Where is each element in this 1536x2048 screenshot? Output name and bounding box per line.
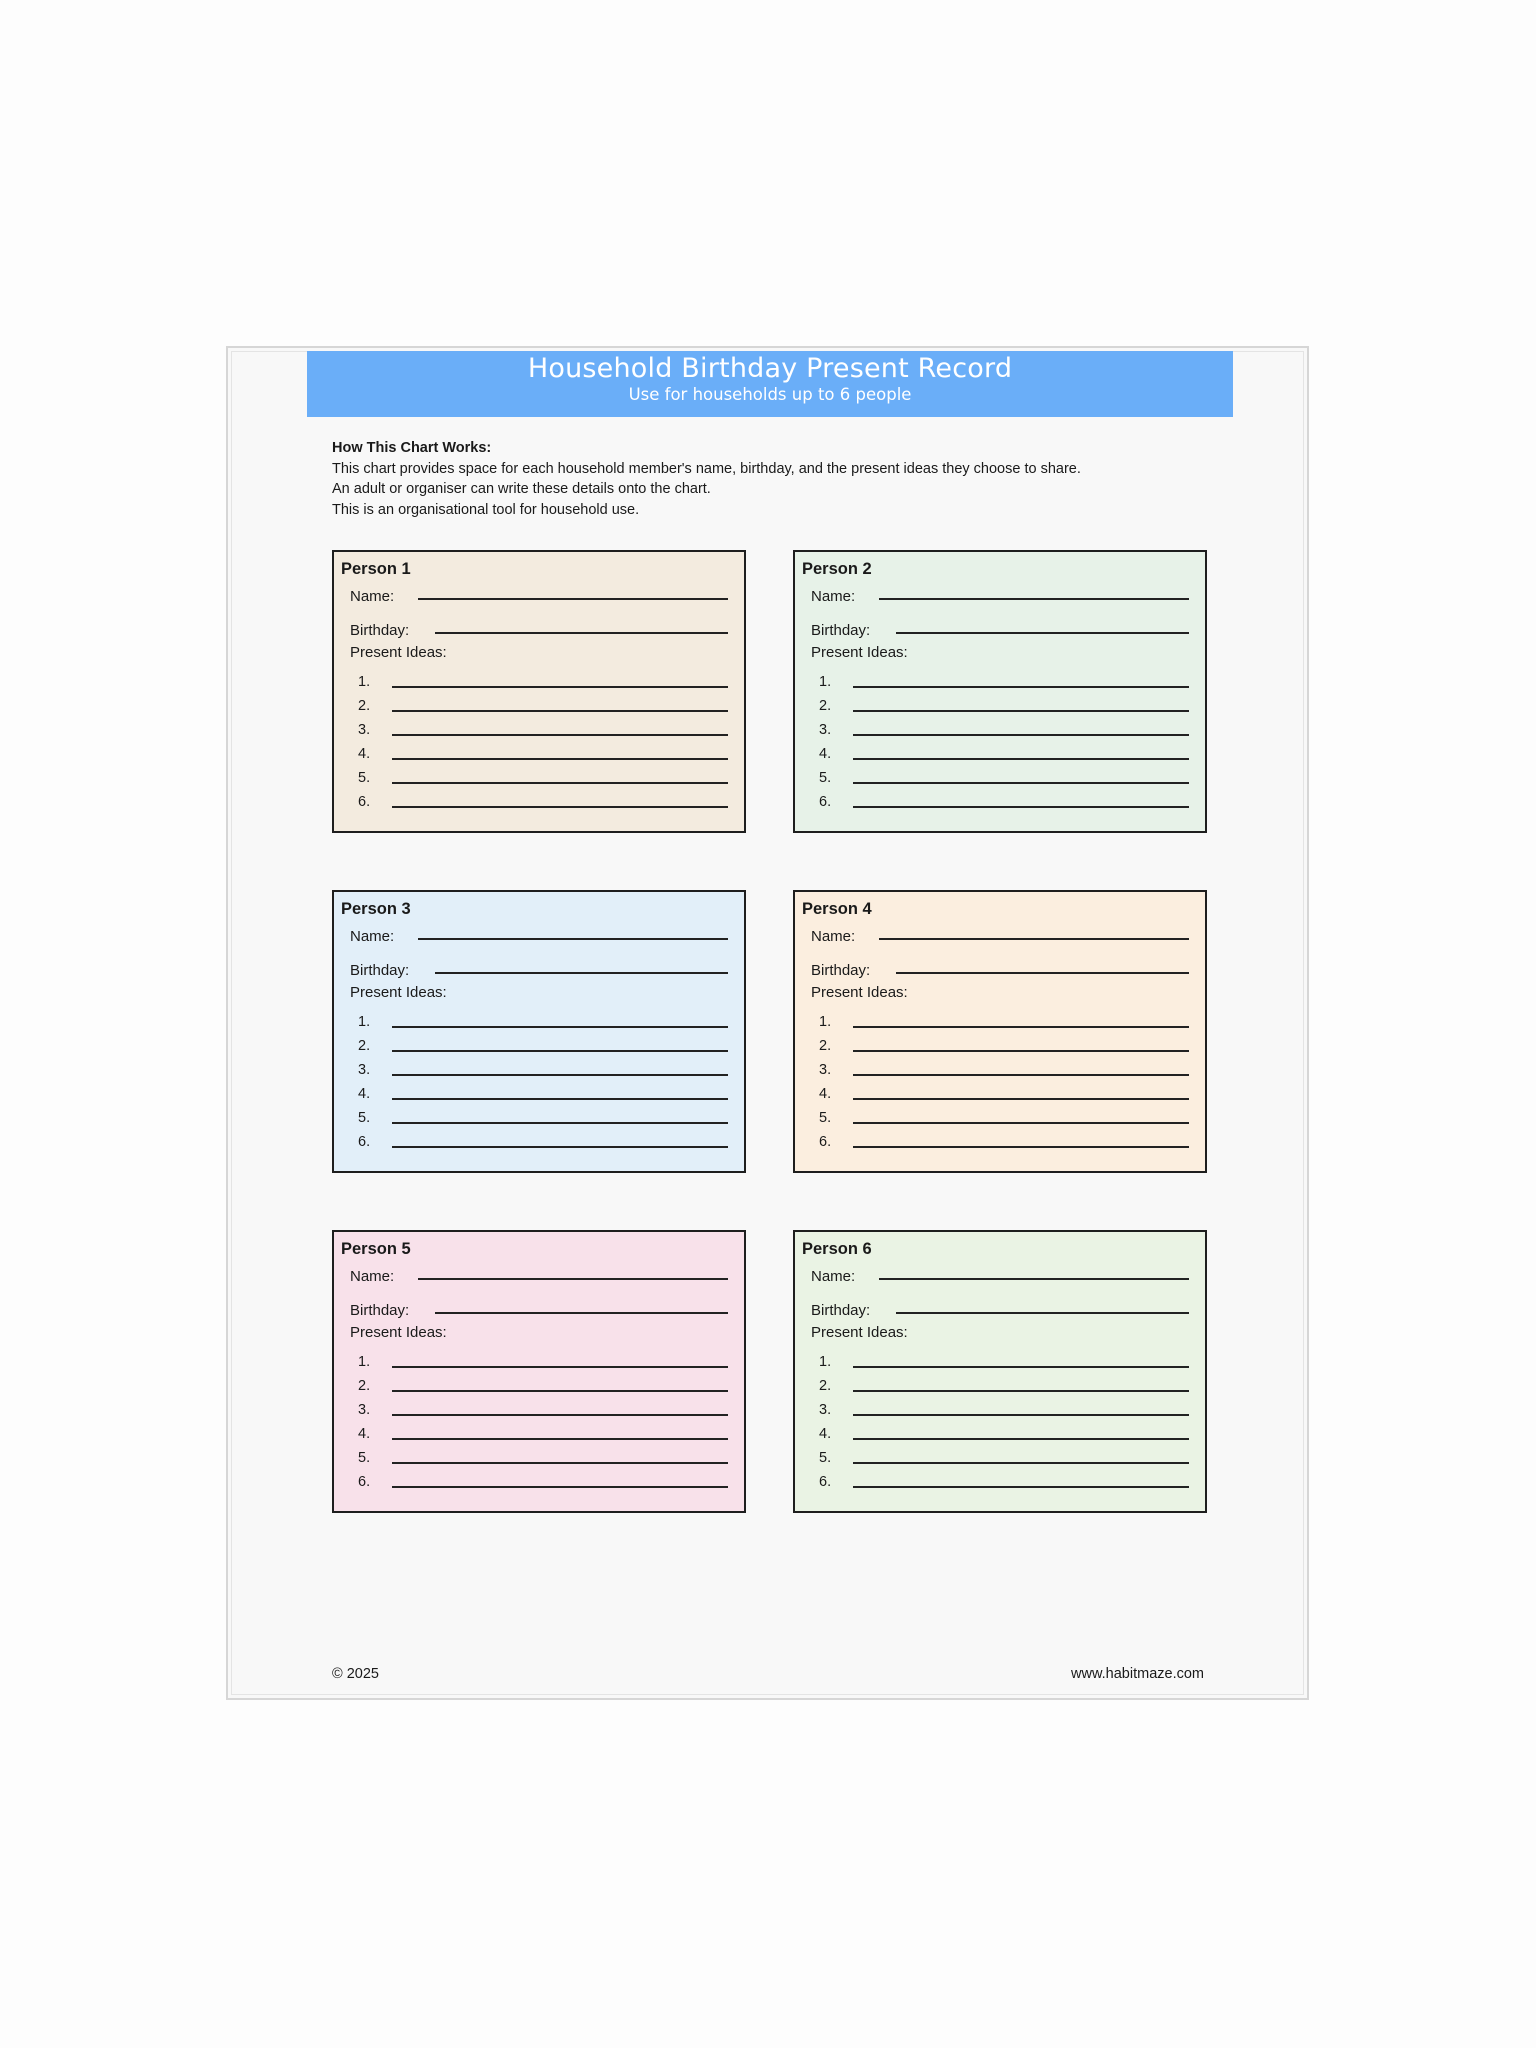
idea-number: 1.: [819, 1014, 832, 1030]
idea-write-line[interactable]: [853, 1098, 1189, 1100]
idea-write-line[interactable]: [853, 1074, 1189, 1076]
idea-number: 4.: [819, 1426, 832, 1442]
idea-number: 2.: [358, 1038, 371, 1054]
birthday-label: Birthday:: [350, 622, 410, 639]
intro-line: An adult or organiser can write these details onto the chart.: [332, 481, 711, 497]
card-title: Person 1: [341, 560, 411, 578]
idea-number: 5.: [358, 1110, 371, 1126]
present-ideas-label: Present Ideas:: [350, 644, 447, 661]
idea-number: 4.: [819, 746, 832, 762]
idea-number: 3.: [819, 1402, 832, 1418]
name-write-line[interactable]: [879, 1278, 1189, 1280]
page-title: Household Birthday Present Record: [527, 353, 1013, 384]
person-card: [793, 890, 1207, 1173]
idea-number: 2.: [358, 698, 371, 714]
idea-write-line[interactable]: [392, 1462, 728, 1464]
idea-number: 3.: [358, 722, 371, 738]
idea-write-line[interactable]: [853, 710, 1189, 712]
idea-number: 2.: [358, 1378, 371, 1394]
idea-number: 6.: [819, 794, 832, 810]
idea-number: 4.: [358, 746, 371, 762]
idea-write-line[interactable]: [853, 1146, 1189, 1148]
idea-number: 2.: [819, 1038, 832, 1054]
idea-number: 6.: [358, 794, 371, 810]
birthday-write-line[interactable]: [896, 972, 1189, 974]
idea-write-line[interactable]: [853, 782, 1189, 784]
idea-write-line[interactable]: [853, 1438, 1189, 1440]
idea-write-line[interactable]: [853, 1414, 1189, 1416]
idea-write-line[interactable]: [853, 758, 1189, 760]
website-text: www.habitmaze.com: [1071, 1666, 1204, 1682]
idea-number: 5.: [819, 1450, 832, 1466]
idea-number: 1.: [819, 1354, 832, 1370]
idea-number: 3.: [358, 1402, 371, 1418]
idea-write-line[interactable]: [392, 758, 728, 760]
name-write-line[interactable]: [418, 1278, 728, 1280]
card-title: Person 4: [802, 900, 872, 918]
idea-number: 1.: [358, 674, 371, 690]
idea-write-line[interactable]: [392, 734, 728, 736]
birthday-write-line[interactable]: [435, 1312, 728, 1314]
idea-write-line[interactable]: [392, 1098, 728, 1100]
intro-heading: How This Chart Works:: [332, 440, 492, 456]
person-card: [793, 1230, 1207, 1513]
name-label: Name:: [350, 1268, 395, 1285]
person-card: [332, 550, 746, 833]
name-label: Name:: [811, 588, 856, 605]
idea-write-line[interactable]: [853, 806, 1189, 808]
idea-write-line[interactable]: [392, 1074, 728, 1076]
idea-number: 1.: [819, 674, 832, 690]
idea-number: 5.: [819, 770, 832, 786]
idea-number: 5.: [358, 1450, 371, 1466]
idea-number: 6.: [819, 1134, 832, 1150]
idea-write-line[interactable]: [392, 686, 728, 688]
name-write-line[interactable]: [418, 598, 728, 600]
intro-section: [332, 438, 1252, 520]
present-ideas-label: Present Ideas:: [811, 1324, 908, 1341]
idea-write-line[interactable]: [853, 1486, 1189, 1488]
idea-write-line[interactable]: [853, 1026, 1189, 1028]
idea-write-line[interactable]: [853, 1462, 1189, 1464]
birthday-label: Birthday:: [811, 622, 871, 639]
name-label: Name:: [350, 588, 395, 605]
idea-write-line[interactable]: [392, 1390, 728, 1392]
idea-number: 6.: [358, 1134, 371, 1150]
birthday-write-line[interactable]: [435, 972, 728, 974]
birthday-label: Birthday:: [811, 1302, 871, 1319]
intro-line: This is an organisational tool for household use.: [332, 501, 640, 518]
person-card: [332, 1230, 746, 1513]
intro-line: This chart provides space for each household member's name, birthday, and the present ideas they choose to share.: [332, 460, 1081, 477]
name-label: Name:: [350, 928, 395, 945]
card-title: Person 2: [802, 560, 872, 578]
idea-number: 2.: [819, 1378, 832, 1394]
idea-write-line[interactable]: [853, 734, 1189, 736]
worksheet-page: [226, 346, 1309, 1700]
card-title: Person 3: [341, 900, 411, 918]
name-write-line[interactable]: [879, 938, 1189, 940]
idea-write-line[interactable]: [853, 1050, 1189, 1052]
birthday-write-line[interactable]: [896, 632, 1189, 634]
birthday-label: Birthday:: [350, 1302, 410, 1319]
idea-number: 6.: [358, 1474, 371, 1490]
name-label: Name:: [811, 1268, 856, 1285]
idea-number: 1.: [358, 1014, 371, 1030]
idea-write-line[interactable]: [392, 1146, 728, 1148]
idea-number: 3.: [819, 722, 832, 738]
name-write-line[interactable]: [418, 938, 728, 940]
idea-number: 2.: [819, 698, 832, 714]
idea-number: 3.: [358, 1062, 371, 1078]
idea-write-line[interactable]: [853, 686, 1189, 688]
idea-write-line[interactable]: [392, 1366, 728, 1368]
card-title: Person 5: [341, 1240, 411, 1258]
idea-write-line[interactable]: [853, 1390, 1189, 1392]
name-label: Name:: [811, 928, 856, 945]
birthday-label: Birthday:: [350, 962, 410, 979]
idea-write-line[interactable]: [392, 710, 728, 712]
idea-write-line[interactable]: [392, 1050, 728, 1052]
idea-write-line[interactable]: [392, 1486, 728, 1488]
idea-write-line[interactable]: [853, 1122, 1189, 1124]
idea-write-line[interactable]: [392, 782, 728, 784]
person-card: [332, 890, 746, 1173]
idea-number: 5.: [358, 770, 371, 786]
idea-number: 6.: [819, 1474, 832, 1490]
idea-write-line[interactable]: [392, 1414, 728, 1416]
present-ideas-label: Present Ideas:: [350, 984, 447, 1001]
idea-write-line[interactable]: [392, 1122, 728, 1124]
header-banner: [307, 351, 1233, 417]
idea-number: 1.: [358, 1354, 371, 1370]
birthday-write-line[interactable]: [435, 632, 728, 634]
present-ideas-label: Present Ideas:: [811, 644, 908, 661]
copyright-text: © 2025: [332, 1666, 379, 1682]
idea-number: 5.: [819, 1110, 832, 1126]
idea-write-line[interactable]: [853, 1366, 1189, 1368]
idea-write-line[interactable]: [392, 806, 728, 808]
page-subtitle: Use for households up to 6 people: [628, 385, 912, 404]
idea-write-line[interactable]: [392, 1026, 728, 1028]
name-write-line[interactable]: [879, 598, 1189, 600]
idea-number: 3.: [819, 1062, 832, 1078]
idea-number: 4.: [358, 1426, 371, 1442]
card-title: Person 6: [802, 1240, 872, 1258]
idea-write-line[interactable]: [392, 1438, 728, 1440]
present-ideas-label: Present Ideas:: [350, 1324, 447, 1341]
birthday-label: Birthday:: [811, 962, 871, 979]
person-card: [793, 550, 1207, 833]
idea-number: 4.: [358, 1086, 371, 1102]
present-ideas-label: Present Ideas:: [811, 984, 908, 1001]
idea-number: 4.: [819, 1086, 832, 1102]
birthday-write-line[interactable]: [896, 1312, 1189, 1314]
